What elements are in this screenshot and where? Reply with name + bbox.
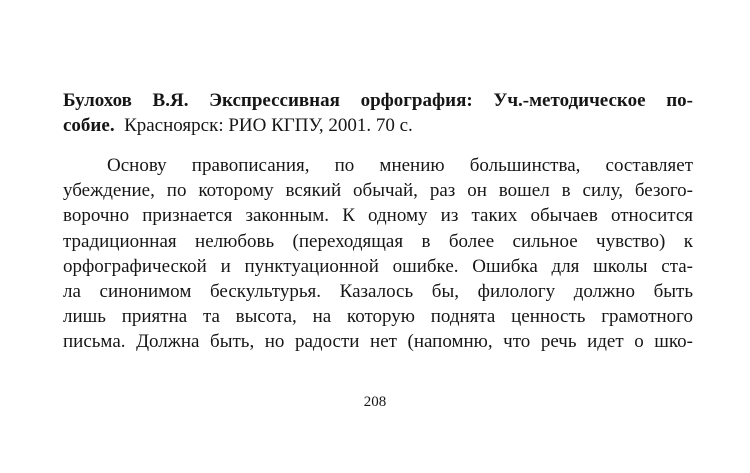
paragraph-line: письма. Должна быть, но радости нет (напомню, что речь идет о шко-	[63, 331, 693, 353]
page-number: 208	[363, 394, 387, 410]
reference-title-end: собие.	[63, 115, 115, 136]
reference-publication-line	[63, 113, 693, 138]
bibliographic-reference	[63, 88, 693, 138]
reference-title-line: Булохов В.Я. Экспрессивная орфография: Уч.-методическое по-	[63, 90, 693, 111]
paragraph-line: традиционная нелюбовь (переходящая в более сильное чувство) к	[63, 230, 693, 252]
paragraph-line: орфографической и пунктуационной ошибке. Ошибка для школы ста-	[63, 255, 693, 277]
paragraph-line: лишь приятна та высота, на которую поднята ценность грамотного	[63, 306, 693, 328]
paragraph-line: ла синонимом бескультурья. Казалось бы, филологу должно быть	[63, 281, 693, 303]
paragraph-line: Основу правописания, по мнению большинства, составляет	[107, 155, 693, 176]
reference-publisher: Красноярск: РИО КГПУ, 2001. 70 с.	[124, 115, 413, 136]
body-paragraph	[63, 153, 693, 355]
paragraph-line: убеждение, по которому всякий обычай, раз он вошел в силу, безого-	[63, 180, 693, 202]
paragraph-line: ворочно признается законным. К одному из таких обычаев относится	[63, 205, 693, 227]
